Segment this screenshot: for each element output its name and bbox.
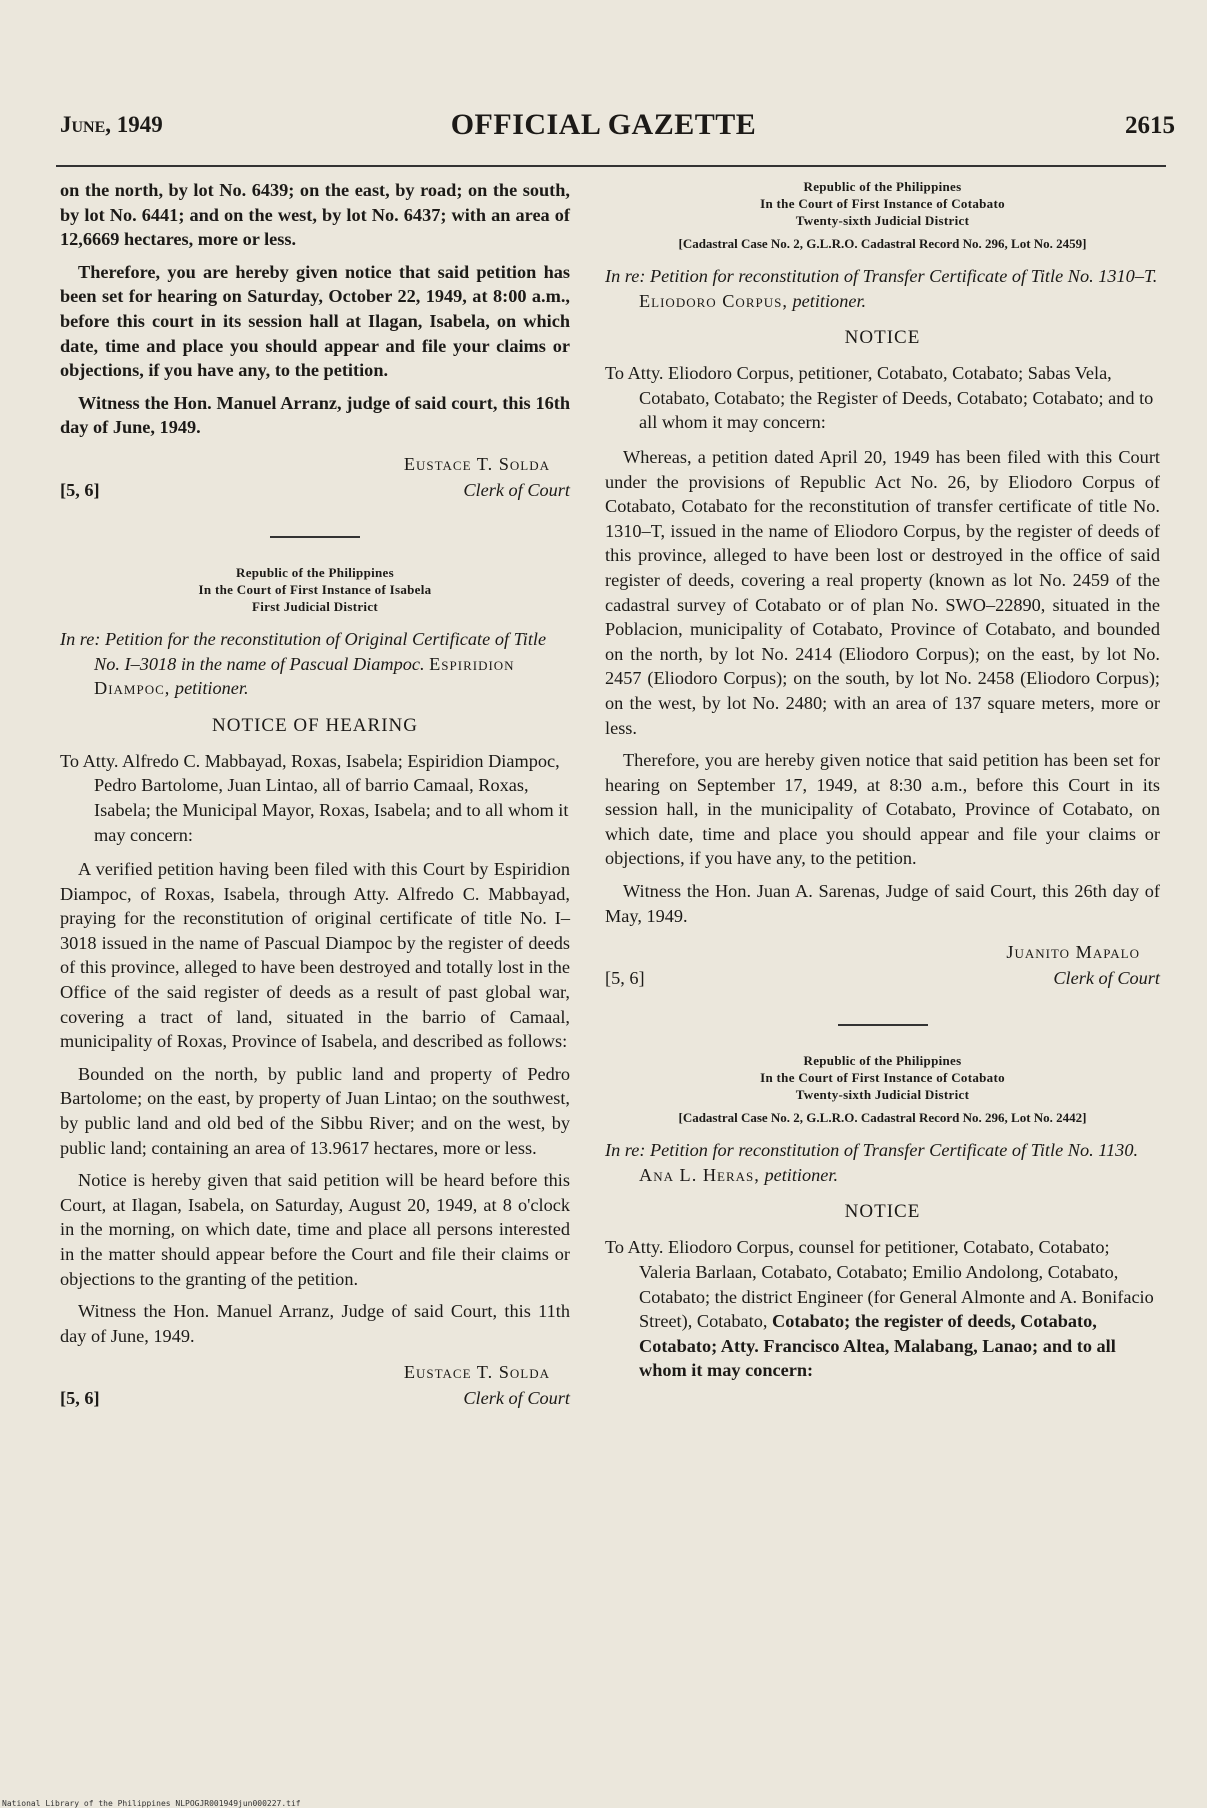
scan-footer: National Library of the Philippines NLPOGJR001949jun000227.tif	[2, 1799, 301, 1808]
page-header	[0, 108, 1207, 152]
in-re-label: In re:	[60, 628, 101, 649]
addressees	[605, 1235, 1160, 1383]
petitioner-role: petitioner.	[764, 1164, 839, 1185]
in-re-label: In re:	[605, 1140, 646, 1161]
therefore-paragraph: Therefore, you are hereby given notice that said petition has been set for hearing on September 17, 1949, at 8:30 a.m., before this Court in its session hall, in the municipality of Cotabato, Province of Cotabato, on which date, time and place you should appear and file your claims or objections, if you have any, to the petition.	[605, 750, 1160, 869]
header-rule	[56, 165, 1166, 167]
signature-block	[605, 942, 1160, 1006]
petition-paragraph: A verified petition having been filed with this Court by Espiridion Diampoc, of Roxas, Isabela, through Atty. Alfredo C. Mabbayad, praying for the reconstitution of original certificate of title No. I–3018 issued in the name of Pascual Diampoc by the register of deeds of this province, alleged to have been destroyed and totally lost in the Office of the said register of deeds as a result of past global war, covering a tract of land, situated in the barrio of Camaal, municipality of Roxas, Province of Isabela, and described as follows:	[60, 859, 570, 1052]
page-number: 2615	[1125, 112, 1175, 139]
case-number: [Cadastral Case No. 2, G.L.R.O. Cadastral Record No. 296, Lot No. 2459]	[678, 236, 1087, 251]
court-heading	[60, 564, 570, 615]
petitioner-role: petitioner.	[792, 290, 867, 311]
court-line: In the Court of First Instance of Cotabato	[760, 196, 1005, 211]
court-line: Republic of the Philippines	[803, 1053, 962, 1069]
addressees: To Atty. Alfredo C. Mabbayad, Roxas, Isabela; Espiridion Diampoc, Pedro Bartolome, Juan Lintao, all of barrio Camaal, Roxas, Isabela; the Municipal Mayor, Roxas, Isabela; and to all whom it may concern:	[60, 750, 569, 845]
clerk-title: Clerk of Court	[463, 479, 570, 500]
in-re-text: Petition for the reconstitution of Original Certificate of Title No. I–3018 in the name of Pascual Diampoc.	[94, 628, 547, 674]
in-re-caption	[605, 1138, 1160, 1187]
petitioner-name: Espiridion Diampoc,	[94, 653, 515, 699]
signature-block	[60, 454, 570, 518]
boundaries-paragraph: Bounded on the north, by public land and property of Pedro Bartolome; on the east, by property of Juan Lintao; on the southwest, by public land and old bed of the Sibbu River; and on the west, by public land; containing an area of 13.9617 hectares, more or less.	[60, 1063, 570, 1158]
case-number: [Cadastral Case No. 2, G.L.R.O. Cadastral Record No. 296, Lot No. 2442]	[678, 1110, 1087, 1126]
clerk-name: Eustace T. Solda	[403, 453, 550, 474]
petitioner-role: petitioner.	[174, 678, 249, 699]
addressees-part: Cotabato; the register of deeds, Cotabato, Cotabato; Atty. Francisco Altea, Malabang, Lanao; and to all whom it may concern:	[639, 1311, 1116, 1381]
in-re-label: In re:	[605, 266, 646, 286]
court-heading	[605, 178, 1160, 229]
right-column	[605, 178, 1160, 1383]
witness-paragraph: Witness the Hon. Manuel Arranz, judge of said court, this 16th day of June, 1949.	[60, 392, 570, 438]
in-re-text: Petition for reconstitution of Transfer Certificate of Title No. 1130.	[650, 1140, 1139, 1161]
in-re-caption	[605, 264, 1160, 313]
witness-paragraph: Witness the Hon. Manuel Arranz, Judge of said Court, this 11th day of June, 1949.	[60, 1301, 570, 1346]
court-line: Twenty-sixth Judicial District	[795, 1087, 970, 1103]
court-heading	[605, 1052, 1160, 1103]
separator-rule	[838, 1024, 928, 1026]
witness-paragraph: Witness the Hon. Juan A. Sarenas, Judge of said Court, this 26th day of May, 1949.	[605, 881, 1160, 926]
separator-rule	[270, 536, 360, 538]
left-column	[60, 178, 570, 1426]
signature-block	[60, 1362, 570, 1426]
addressees: To Atty. Eliodoro Corpus, petitioner, Cotabato, Cotabato; Sabas Vela, Cotabato, Cotabato; the Register of Deeds, Cotabato; Cotabato; and to all whom it may concern:	[605, 363, 1154, 433]
court-line: In the Court of First Instance of Cotabato	[760, 1070, 1005, 1086]
notice-title: NOTICE	[844, 1201, 921, 1223]
court-line: Twenty-sixth Judicial District	[795, 213, 970, 228]
clerk-name: Eustace T. Solda	[403, 1362, 550, 1383]
addressees-part: To Atty. Eliodoro Corpus, counsel for petitioner, Cotabato, Cotabato; Valeria Barlaan, Cotabato, Cotabato; Emilio Andolong, Cotabato, Cotabato; the district Engineer (for General Almonte and A. Bonifacio Street), Cotabato,	[605, 1237, 1154, 1332]
clerk-title: Clerk of Court	[1053, 968, 1160, 989]
hearing-paragraph: Therefore, you are hereby given notice that said petition has been set for hearing on Saturday, October 22, 1949, at 8:00 a.m., before this court in its session hall at Ilagan, Isabela, on which date, time and place you should appear and file your claims or objections, if you have any, to the petition.	[60, 261, 570, 381]
issue-reference: [5, 6]	[60, 479, 100, 500]
clerk-title: Clerk of Court	[463, 1388, 570, 1409]
court-line: Republic of the Philippines	[803, 179, 962, 194]
header-title: OFFICIAL GAZETTE	[450, 108, 757, 141]
notice-paragraph: Notice is hereby given that said petition will be heard before this Court, at Ilagan, Isabela, on Saturday, August 20, 1949, at 8 o'clock in the morning, on which date, time and place all persons interested in the matter should appear before the Court and file their claims or objections to the granting of the petition.	[60, 1170, 570, 1289]
in-re-text: Petition for reconstitution of Transfer Certificate of Title No. 1310–T.	[650, 266, 1158, 286]
notice-title: NOTICE OF HEARING	[212, 714, 418, 736]
court-line: In the Court of First Instance of Isabela	[198, 581, 432, 597]
petitioner-name: Ana L. Heras,	[639, 1164, 760, 1185]
clerk-name: Juanito Mapalo	[1006, 942, 1140, 963]
notice-title: NOTICE	[844, 327, 921, 349]
court-line: First Judicial District	[251, 598, 379, 614]
continued-paragraph: on the north, by lot No. 6439; on the east, by road; on the south, by lot No. 6441; and on the west, by lot No. 6437; with an area of 12,6669 hectares, more or less.	[60, 180, 570, 250]
petitioner-name: Eliodoro Corpus,	[639, 290, 788, 311]
court-line: Republic of the Philippines	[236, 564, 394, 580]
issue-reference: [5, 6]	[605, 968, 645, 989]
in-re-caption	[60, 627, 570, 701]
header-date: June, 1949	[60, 112, 163, 137]
whereas-paragraph: Whereas, a petition dated April 20, 1949 has been filed with this Court under the provisions of Republic Act No. 26, by Eliodoro Corpus of Cotabato, Cotabato for the reconstitution of transfer certificate of title No. 1310–T, issued in the name of Eliodoro Corpus, by the register of deeds of this province, alleged to have been lost or destroyed in the office of said register of deeds, covering a real property (known as lot No. 2459 of the cadastral survey of Cotabato or of plan No. SWO–22890, situated in the Poblacion, municipality of Cotabato, Province of Cotabato, and bounded on the north, by lot No. 2414 (Eliodoro Corpus); on the east, by lot No. 2457 (Eliodoro Corpus); on the south, by lot No. 2458 (Eliodoro Corpus); on the west, by lot No. 2480; with an area of 137 square meters, more or less.	[605, 446, 1160, 738]
issue-reference: [5, 6]	[60, 1388, 100, 1409]
